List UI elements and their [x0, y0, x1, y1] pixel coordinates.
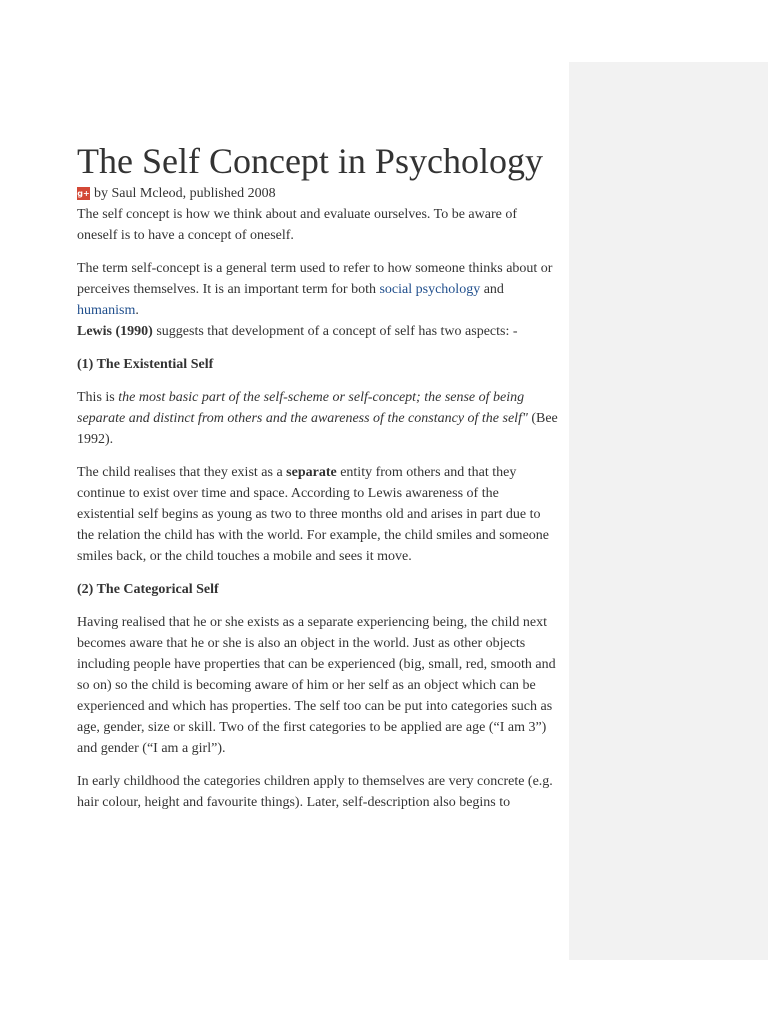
paragraph-term-before: The term self-concept is a general term used to refer to how someone thinks about or perceives themselves. It is an important term for both — [77, 261, 553, 297]
definition-lead: This is — [77, 390, 119, 405]
section-heading-categorical: (2) The Categorical Self — [77, 582, 219, 597]
paragraph-categorical-body: Having realised that he or she exists as a separate experiencing being, the child next becomes aware that he or she is also an object in the world. Just as other objects including people have properties that can be experienced (big, small, red, smooth and so on) so the child is becoming aware of him or her self as an object which can be experienced and which has properties. The self too can be put into categories such as age, gender, size or skill. Two of the first categories to be applied are age (“I am 3”) and gender (“I am a girl”). — [77, 615, 556, 756]
paragraph-existential-definition — [77, 387, 559, 450]
definition-quote: the most basic part of the self-scheme or self-concept; the sense of being separate and distinct from others and the awareness of the constancy of the self" — [77, 390, 528, 426]
google-plus-icon[interactable]: g+ — [77, 189, 90, 198]
byline — [77, 183, 559, 204]
definition-citation: (Bee 1992). — [77, 411, 558, 447]
section-heading-existential: (1) The Existential Self — [77, 357, 214, 372]
paragraph-term-middle: and — [480, 282, 504, 297]
byline-text: by Saul Mcleod, published 2008 — [94, 186, 276, 201]
paragraph-lewis — [77, 321, 559, 342]
paragraph-existential-body — [77, 462, 559, 567]
paragraph-term-after: . — [135, 303, 139, 318]
paragraph-intro: The self concept is how we think about and evaluate ourselves. To be aware of oneself is to have a concept of oneself. — [77, 207, 518, 243]
page-title: The Self Concept in Psychology — [77, 141, 543, 181]
social-psychology-link[interactable]: social psychology — [379, 282, 481, 297]
existential-body-after: entity from others and that they continue to exist over time and space. According to Lewis awareness of the existential self begins as young as two to three months old and arises in part due to the relation the child has with the world. For example, the child smiles and someone smiles back, or the child touches a mobile and sees it move. — [77, 465, 550, 564]
separate-emphasis: separate — [286, 465, 337, 480]
lewis-citation: Lewis (1990) — [77, 324, 153, 339]
paragraph-early-childhood: In early childhood the categories children apply to themselves are very concrete (e.g. hair colour, height and favourite things). Later, self-description also begins to — [77, 774, 553, 810]
humanism-link[interactable]: humanism — [77, 303, 136, 318]
existential-body-before: The child realises that they exist as a — [77, 465, 287, 480]
paragraph-lewis-rest: suggests that development of a concept of self has two aspects: - — [152, 324, 518, 339]
document-content — [77, 140, 559, 825]
comment-margin-panel — [569, 62, 768, 960]
paragraph-term — [77, 258, 559, 321]
